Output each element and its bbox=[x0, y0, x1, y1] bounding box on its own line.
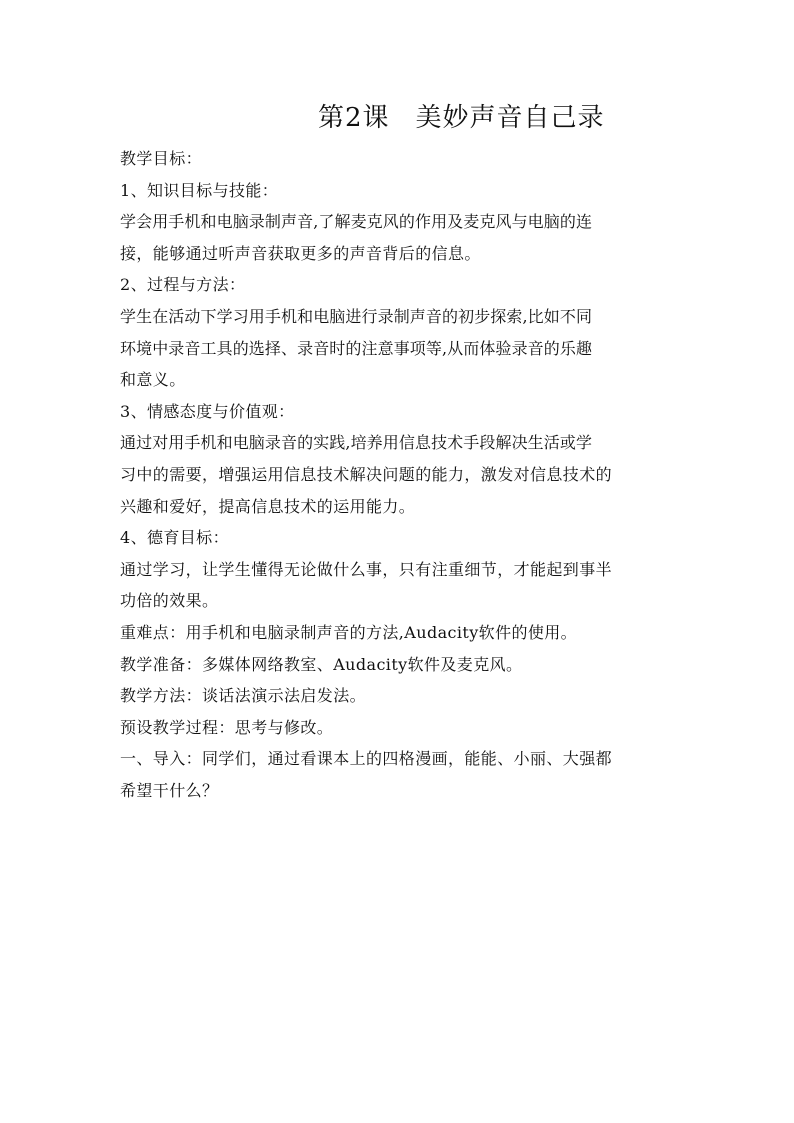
goal-3-heading: 3、情感态度与价值观： bbox=[120, 401, 295, 421]
intro-line: 一、导入：同学们，通过看课本上的四格漫画，能能、小丽、大强都 bbox=[120, 749, 613, 769]
paragraph-line: 和意义。 bbox=[120, 370, 186, 390]
paragraph-line: 环境中录音工具的选择、录音时的注意事项等,从而体验录音的乐趣 bbox=[120, 338, 593, 358]
paragraph-line: 兴趣和爱好，提高信息技术的运用能力。 bbox=[120, 496, 416, 516]
preparation-line: 教学准备：多媒体网络教室、Audacity软件及麦克风。 bbox=[120, 654, 523, 674]
paragraph-line: 学会用手机和电脑录制声音,了解麦克风的作用及麦克风与电脑的连 bbox=[120, 212, 593, 232]
lesson-title bbox=[318, 100, 738, 136]
goal-1-heading: 1、知识目标与技能： bbox=[120, 180, 279, 200]
methods-line: 教学方法：谈话法演示法启发法。 bbox=[120, 686, 367, 706]
paragraph-line: 通过学习，让学生懂得无论做什么事，只有注重细节，才能起到事半 bbox=[120, 559, 613, 579]
goal-2-heading: 2、过程与方法： bbox=[120, 275, 246, 295]
paragraph-line: 接，能够通过听声音获取更多的声音背后的信息。 bbox=[120, 243, 481, 263]
lesson-content bbox=[120, 143, 680, 806]
paragraph-line: 通过对用手机和电脑录音的实践,培养用信息技术手段解决生活或学 bbox=[120, 433, 593, 453]
section-heading-goals: 教学目标： bbox=[120, 149, 203, 168]
paragraph-line: 习中的需要，增强运用信息技术解决问题的能力，激发对信息技术的 bbox=[120, 464, 613, 484]
paragraph-line: 学生在活动下学习用手机和电脑进行录制声音的初步探索,比如不同 bbox=[120, 306, 593, 326]
lesson-number: 第2课 bbox=[318, 103, 390, 133]
paragraph-line: 功倍的效果。 bbox=[120, 591, 219, 611]
process-line: 预设教学过程：思考与修改。 bbox=[120, 717, 334, 737]
goal-4-heading: 4、德育目标： bbox=[120, 528, 229, 548]
key-points-line: 重难点：用手机和电脑录制声音的方法,Audacity软件的使用。 bbox=[120, 622, 578, 642]
intro-line: 希望干什么？ bbox=[120, 780, 219, 800]
lesson-name: 美妙声音自己录 bbox=[415, 103, 605, 133]
